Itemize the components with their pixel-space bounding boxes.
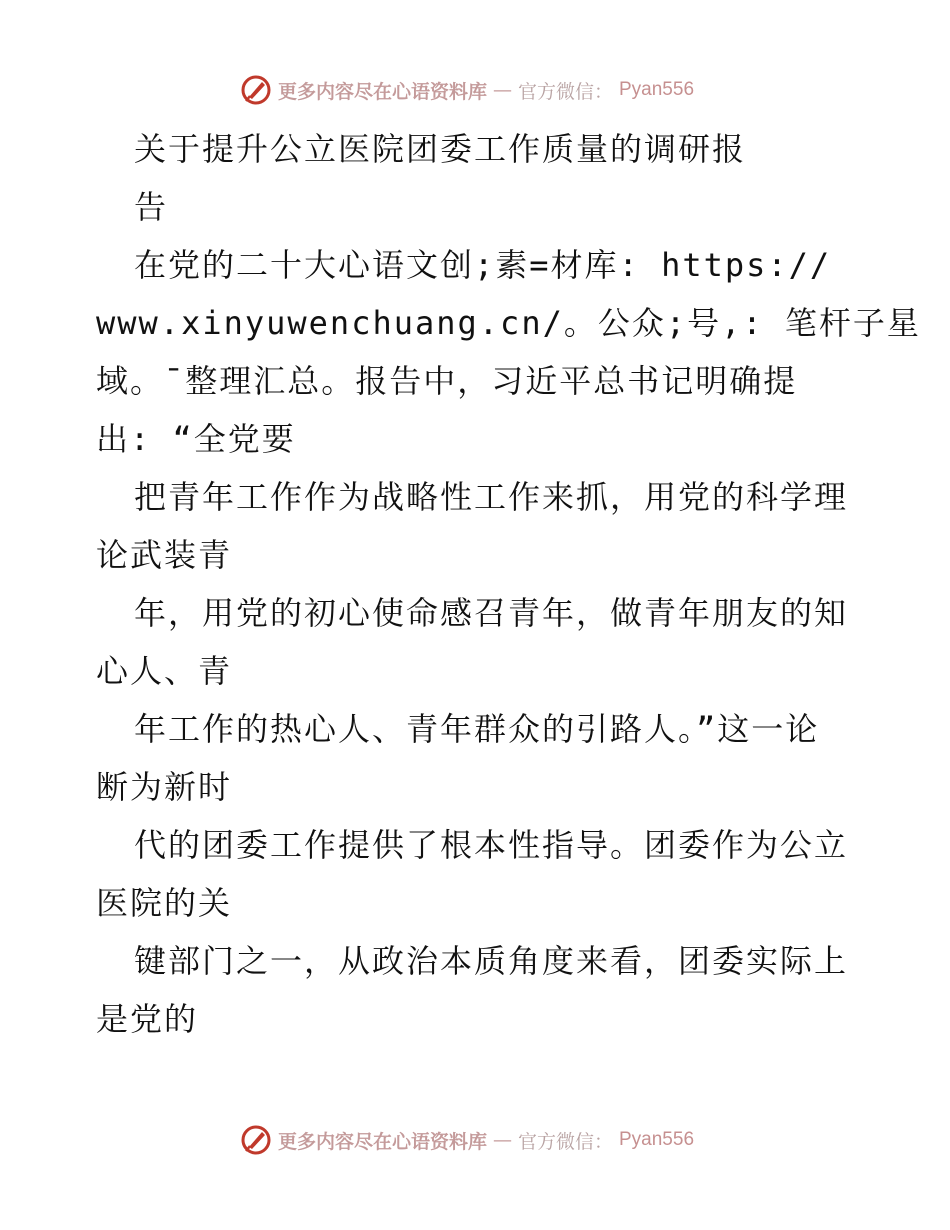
footer-banner-dash: — bbox=[492, 1129, 512, 1151]
paragraph-line: 代的团委工作提供了根本性指导。团委作为公立 bbox=[134, 826, 849, 864]
paragraph-line: www.xinyuwenchuang.cn/。公众;号,: 笔杆子星 bbox=[96, 304, 921, 342]
footer-banner bbox=[0, 1120, 950, 1160]
header-banner-wechat-label: 官方微信： bbox=[517, 80, 613, 103]
paragraph-line: 域。¯整理汇总。报告中，习近平总书记明确提 bbox=[96, 362, 798, 400]
paragraph-line: 断为新时 bbox=[96, 768, 233, 806]
footer-banner-text: 更多内容尽在心语资料库 bbox=[277, 1130, 487, 1153]
paragraph-line: 键部门之一，从政治本质角度来看，团委实际上 bbox=[134, 942, 849, 980]
paragraph-line: 论武装青 bbox=[96, 536, 233, 574]
paragraph-line: 把青年工作作为战略性工作来抓，用党的科学理 bbox=[134, 478, 849, 516]
header-banner-wechat-id: Pyan556 bbox=[619, 79, 695, 100]
document-title-line-1: 关于提升公立医院团委工作质量的调研报 bbox=[134, 130, 747, 168]
header-banner bbox=[0, 70, 950, 110]
header-banner-content bbox=[240, 74, 694, 106]
document-title-line-2: 告 bbox=[134, 188, 169, 226]
header-banner-text: 更多内容尽在心语资料库 bbox=[277, 80, 487, 103]
document-body bbox=[96, 120, 921, 1048]
paragraph-line: 心人、青 bbox=[96, 652, 233, 690]
quill-pen-logo-icon bbox=[240, 1124, 272, 1156]
header-banner-dash: — bbox=[492, 79, 512, 101]
footer-banner-content bbox=[240, 1124, 694, 1156]
paragraph-line: 是党的 bbox=[96, 1000, 199, 1038]
quill-pen-logo-icon bbox=[240, 74, 272, 106]
paragraph-line: 在党的二十大心语文创;素=材库: https:// bbox=[134, 246, 832, 284]
paragraph-line: 医院的关 bbox=[96, 884, 233, 922]
footer-banner-wechat-label: 官方微信： bbox=[517, 1130, 613, 1153]
paragraph-line: 年，用党的初心使命感召青年，做青年朋友的知 bbox=[134, 594, 849, 632]
paragraph-line: 出: “全党要 bbox=[96, 420, 296, 458]
footer-banner-wechat-id: Pyan556 bbox=[619, 1129, 695, 1150]
paragraph-line: 年工作的热心人、青年群众的引路人。”这一论 bbox=[134, 710, 820, 748]
